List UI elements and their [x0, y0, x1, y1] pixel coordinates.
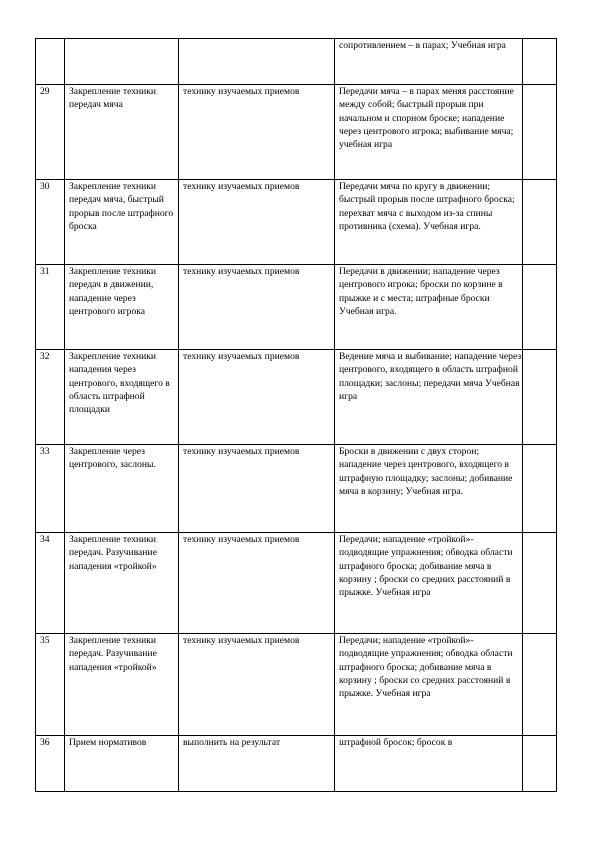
- lesson-plan-table: [35, 38, 557, 792]
- lesson-content-cell: Передачи; нападение «тройкой»-подводящие упражнения; обводка области штрафного броска; добивание мяча в корзину ; броски со средних расстояний в прыжке. Учебная игра: [335, 533, 523, 634]
- lesson-content-cell: Броски в движении с двух сторон; нападение через центрового, входящего в штрафную площадку; заслоны; добивание мяча в корзину; Учебная игра.: [335, 445, 523, 533]
- table-row: [36, 85, 557, 180]
- lesson-topic-cell: Закрепление техники передач мяча, быстрый прорыв после штрафного броска: [65, 180, 179, 265]
- table-row: [36, 736, 557, 792]
- lesson-requirement-cell: выполнить на результат: [179, 736, 335, 792]
- lesson-requirement-cell: технику изучаемых приемов: [179, 85, 335, 180]
- lesson-content-cell: Ведение мяча и выбивание; нападение через центрового, входящего в область штрафной площадки; заслоны; передачи мяча Учебная игра: [335, 350, 523, 445]
- lesson-extra-cell: [523, 180, 557, 265]
- lesson-extra-cell: [523, 445, 557, 533]
- lesson-extra-cell: [523, 350, 557, 445]
- table-row: [36, 180, 557, 265]
- lesson-topic-cell: Закрепление техники передач в движении, нападение через центрового игрока: [65, 265, 179, 350]
- lesson-number-cell: 36: [36, 736, 65, 792]
- table-row: [36, 350, 557, 445]
- lesson-content-cell: Передачи; нападение «тройкой»-подводящие упражнения; обводка области штрафного броска; добивание мяча в корзину ; броски со средних расстояний в прыжке. Учебная игра: [335, 634, 523, 736]
- table-row: [36, 265, 557, 350]
- lesson-requirement-cell: [179, 39, 335, 85]
- lesson-content-cell: Передачи мяча – в парах меняя расстояние между собой; быстрый прорыв при начальном и спорном броске; нападение через центрового игрока; выбивание мяча; учебная игра: [335, 85, 523, 180]
- lesson-number-cell: 35: [36, 634, 65, 736]
- table-row: [36, 445, 557, 533]
- lesson-number-cell: [36, 39, 65, 85]
- lesson-number-cell: 30: [36, 180, 65, 265]
- lesson-requirement-cell: технику изучаемых приемов: [179, 445, 335, 533]
- table-row: [36, 533, 557, 634]
- lesson-requirement-cell: технику изучаемых приемов: [179, 180, 335, 265]
- lesson-extra-cell: [523, 39, 557, 85]
- lesson-requirement-cell: технику изучаемых приемов: [179, 350, 335, 445]
- lesson-topic-cell: Закрепление техники передач мяча: [65, 85, 179, 180]
- lesson-topic-cell: Закрепление техники нападения через центрового, входящего в область штрафной площадки: [65, 350, 179, 445]
- lesson-requirement-cell: технику изучаемых приемов: [179, 265, 335, 350]
- lesson-extra-cell: [523, 85, 557, 180]
- lesson-number-cell: 34: [36, 533, 65, 634]
- lesson-extra-cell: [523, 533, 557, 634]
- lesson-requirement-cell: технику изучаемых приемов: [179, 533, 335, 634]
- table-row: [36, 39, 557, 85]
- lesson-content-cell: Передачи мяча по кругу в движении; быстрый прорыв после штрафного броска; перехват мяча с выходом из-за спины противника (схема). Учебная игра.: [335, 180, 523, 265]
- lesson-extra-cell: [523, 265, 557, 350]
- lesson-topic-cell: Закрепление техники передач. Разучивание нападения «тройкой»: [65, 533, 179, 634]
- lesson-content-cell: сопротивлением – в парах; Учебная игра: [335, 39, 523, 85]
- lesson-number-cell: 32: [36, 350, 65, 445]
- lesson-extra-cell: [523, 634, 557, 736]
- lesson-topic-cell: Прием нормативов: [65, 736, 179, 792]
- lesson-number-cell: 31: [36, 265, 65, 350]
- lesson-topic-cell: [65, 39, 179, 85]
- lesson-topic-cell: Закрепление через центрового, заслоны.: [65, 445, 179, 533]
- lesson-number-cell: 29: [36, 85, 65, 180]
- lesson-content-cell: штрафной бросок; бросок в: [335, 736, 523, 792]
- lesson-extra-cell: [523, 736, 557, 792]
- lesson-content-cell: Передачи в движении; нападение через центрового игрока; броски по корзине в прыжке и с места; штрафные броски Учебная игра.: [335, 265, 523, 350]
- lesson-number-cell: 33: [36, 445, 65, 533]
- lesson-topic-cell: Закрепление техники передач. Разучивание нападения «тройкой»: [65, 634, 179, 736]
- table-row: [36, 634, 557, 736]
- lesson-requirement-cell: технику изучаемых приемов: [179, 634, 335, 736]
